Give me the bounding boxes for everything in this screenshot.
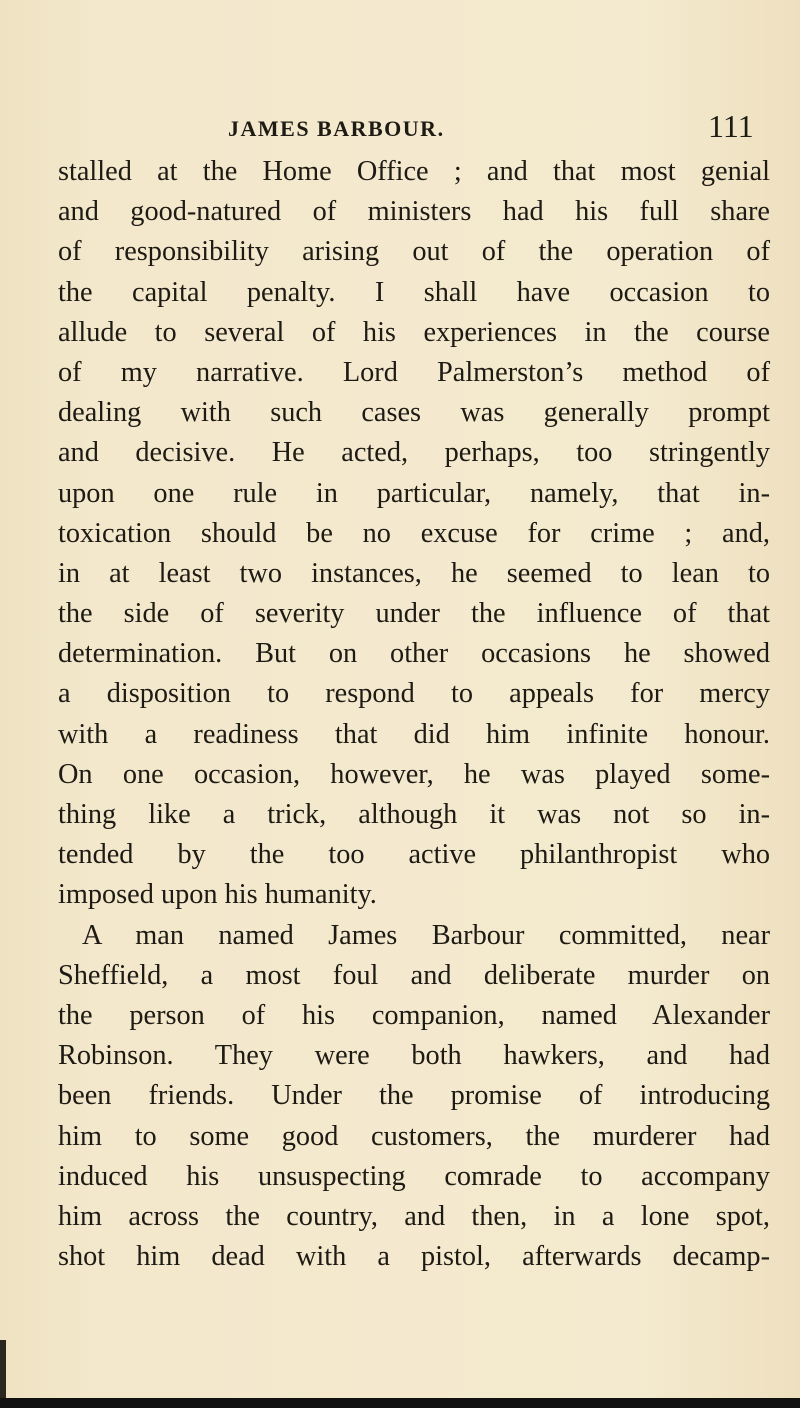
text-line: and good-natured of ministers had his full share — [58, 196, 770, 228]
text-line: determination. But on other occasions he showed — [58, 638, 770, 670]
body-text — [58, 152, 770, 1277]
running-title: JAMES BARBOUR. — [228, 116, 445, 141]
text-line: Robinson. They were both hawkers, and had — [58, 1040, 770, 1072]
text-line: him to some good customers, the murderer had — [58, 1120, 770, 1152]
text-line: been friends. Under the promise of introducing — [58, 1080, 770, 1112]
text-line: On one occasion, however, he was played some- — [58, 758, 770, 790]
text-line: induced his unsuspecting comrade to accompany — [58, 1160, 770, 1192]
text-line: toxication should be no excuse for crime ; and, — [58, 517, 770, 549]
text-line: A man named James Barbour committed, near — [82, 919, 770, 951]
running-head — [0, 108, 800, 146]
page-edge-shadow — [0, 1340, 6, 1400]
page-number: 111 — [708, 108, 754, 144]
text-line: shot him dead with a pistol, afterwards decamp- — [58, 1241, 770, 1273]
text-line: the capital penalty. I shall have occasion to — [58, 276, 770, 308]
text-line: and decisive. He acted, perhaps, too stringently — [58, 437, 770, 469]
text-line: upon one rule in particular, namely, that in- — [58, 477, 770, 509]
text-line: thing like a trick, although it was not so in- — [58, 799, 770, 830]
text-line: Sheffield, a most foul and deliberate murder on — [58, 959, 770, 991]
text-line: the person of his companion, named Alexander — [58, 999, 770, 1031]
text-line: imposed upon his humanity. — [58, 879, 377, 911]
text-line: allude to several of his experiences in the course — [58, 316, 770, 348]
text-line: with a readiness that did him infinite honour. — [58, 718, 770, 750]
text-line: dealing with such cases was generally prompt — [58, 397, 770, 429]
text-line: of my narrative. Lord Palmerston’s method of — [58, 356, 770, 388]
text-line: a disposition to respond to appeals for mercy — [58, 678, 770, 710]
text-line: in at least two instances, he seemed to lean to — [58, 557, 770, 589]
text-line: stalled at the Home Office ; and that most genial — [58, 156, 770, 187]
text-line: of responsibility arising out of the operation of — [58, 236, 770, 268]
text-line: him across the country, and then, in a lone spot, — [58, 1200, 770, 1232]
scan-bottom-border — [0, 1398, 800, 1408]
text-line: the side of severity under the influence of that — [58, 598, 770, 630]
text-line: tended by the too active philanthropist who — [58, 839, 770, 871]
